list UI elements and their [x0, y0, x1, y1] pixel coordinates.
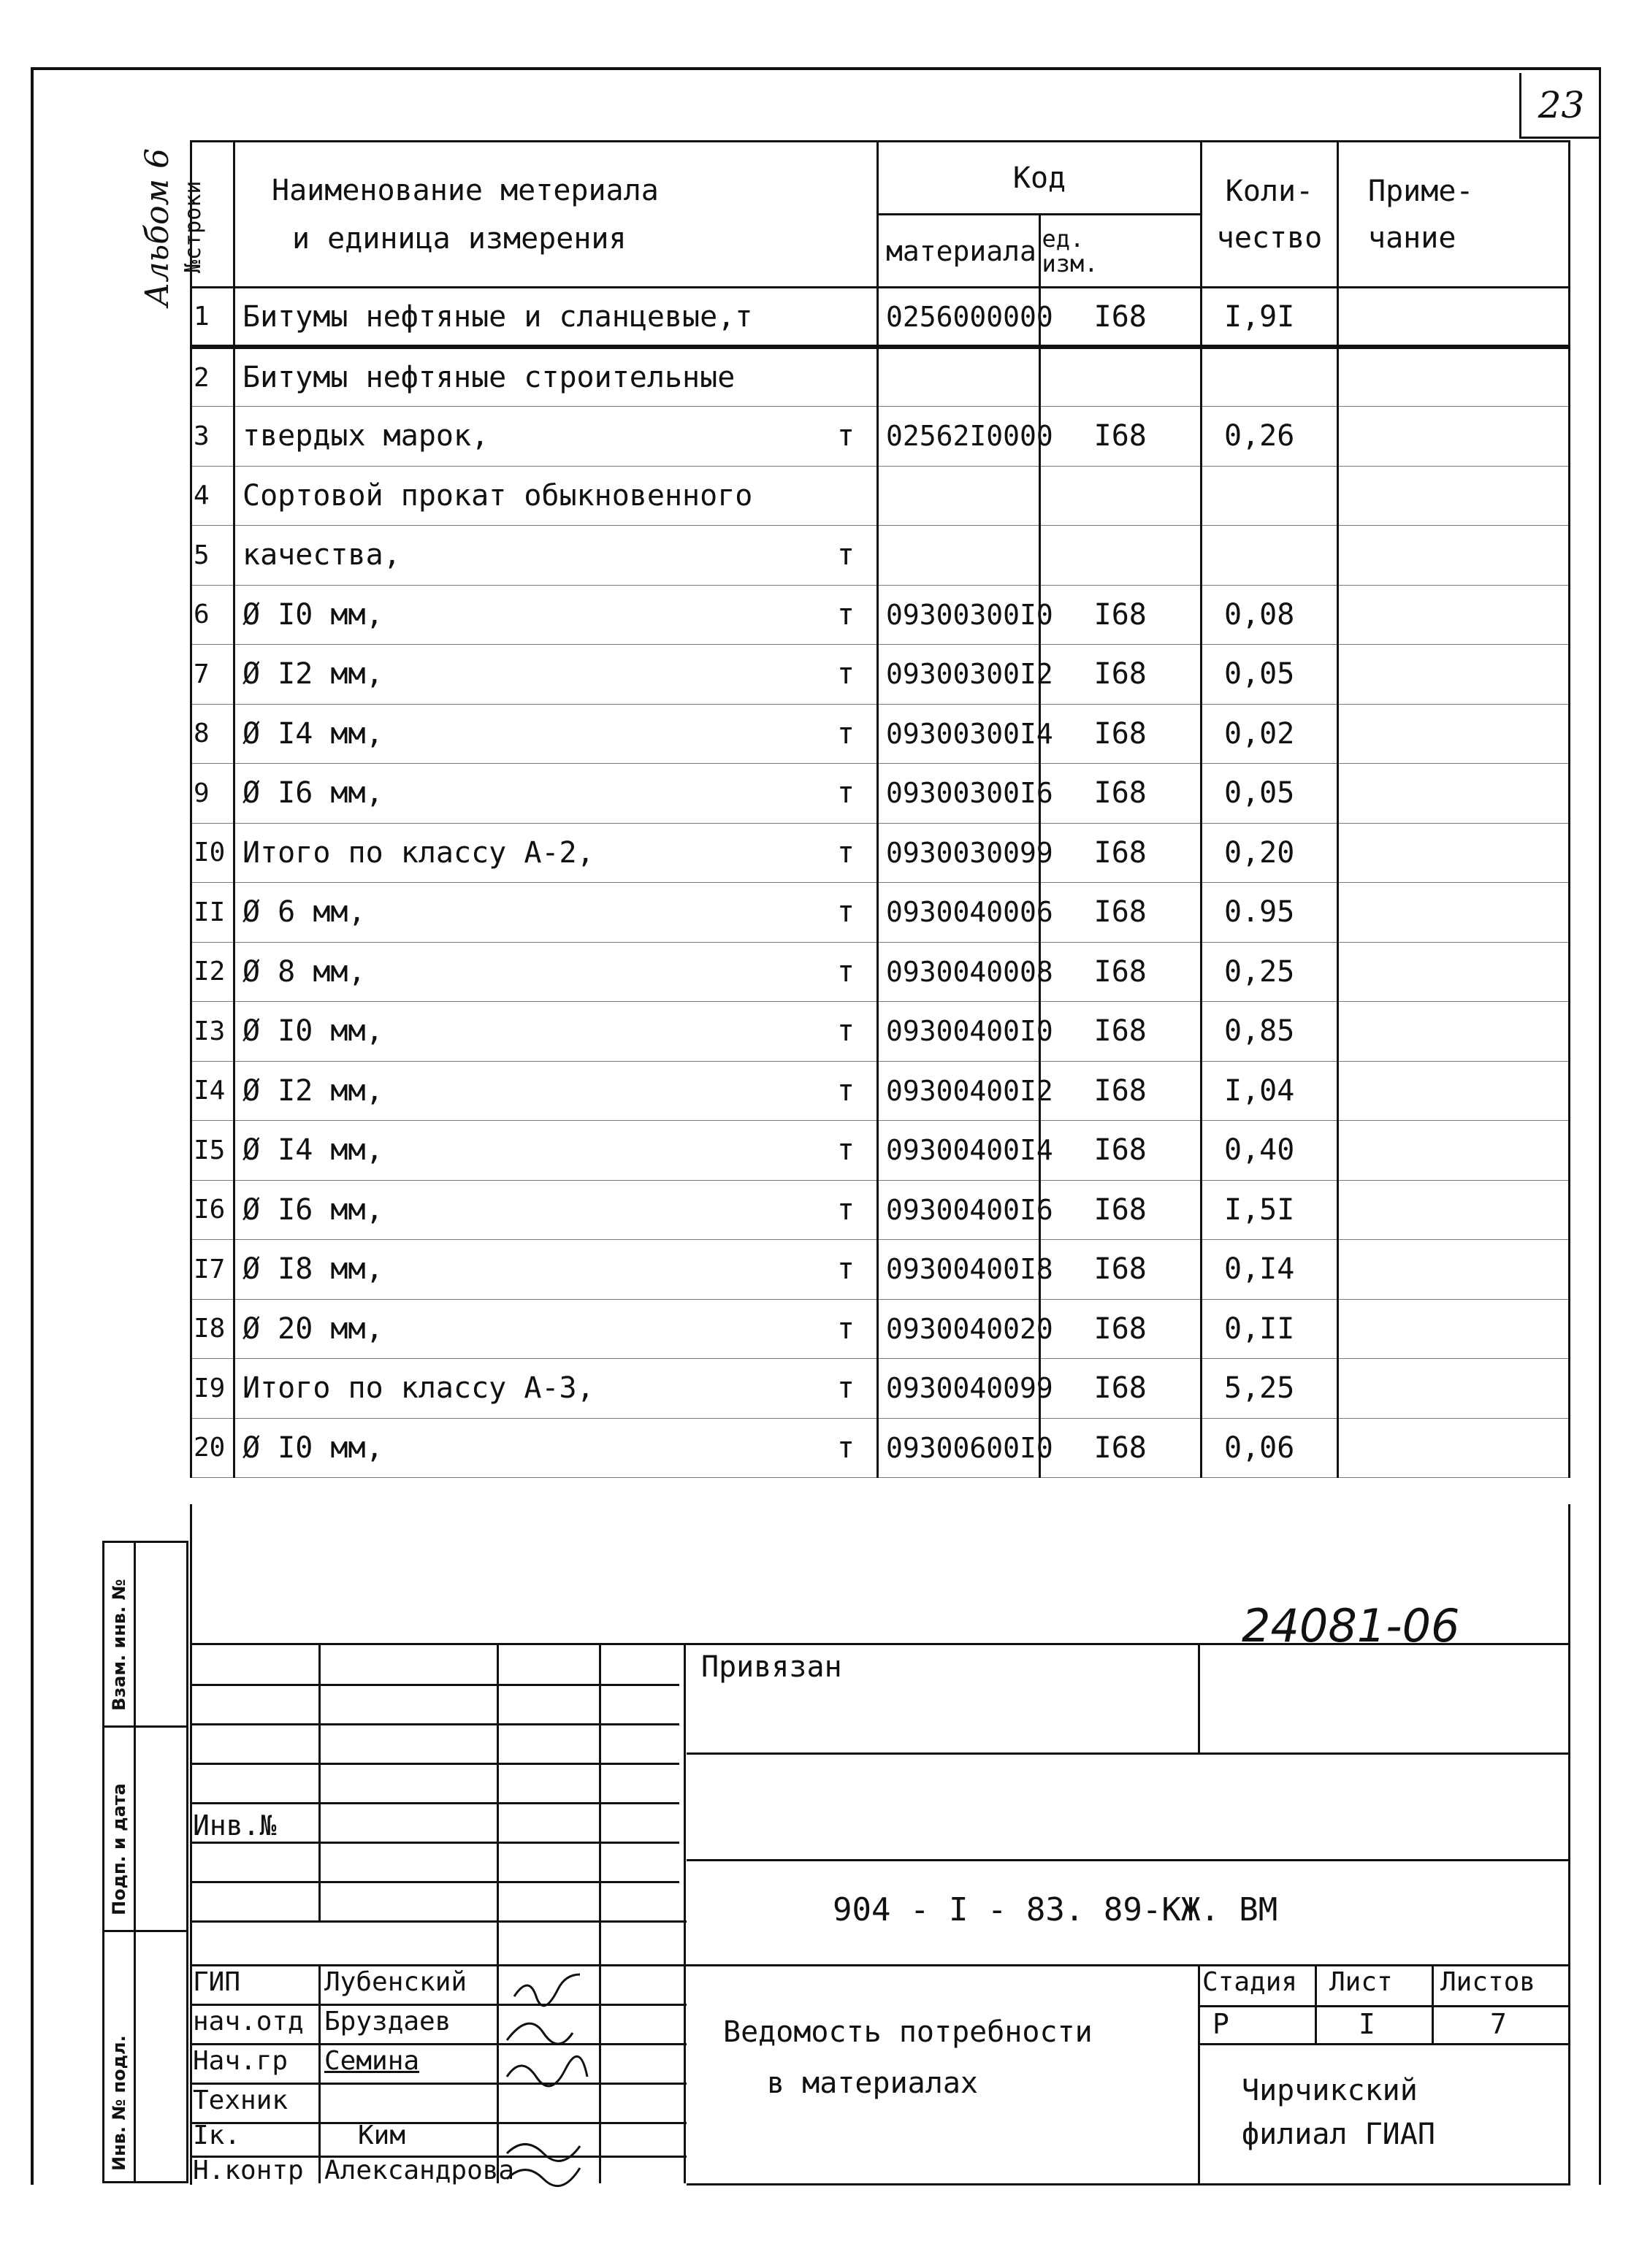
row-name: [234, 1002, 878, 1062]
row-qty: 0,I4: [1202, 1240, 1338, 1300]
row-code: 09300300I6: [878, 764, 1040, 824]
row-note: [1338, 347, 1570, 407]
row-number: 4: [191, 466, 234, 526]
row-note: [1338, 1240, 1570, 1300]
row-name-unit: т: [836, 835, 855, 870]
table-row: [191, 526, 1570, 586]
row-unit: I68: [1039, 1002, 1202, 1062]
org-line1: Чирчикский: [1242, 2074, 1418, 2107]
row-name-text: качества,: [242, 538, 401, 572]
header-note: Приме- чание: [1338, 142, 1570, 288]
row-unit: I68: [1039, 1359, 1202, 1419]
header-name: Наименование метериала и единица измерения: [234, 142, 878, 288]
row-unit: I68: [1039, 585, 1202, 645]
row-note: [1338, 704, 1570, 764]
header-code-material: материала: [878, 215, 1040, 288]
row-number: 8: [191, 704, 234, 764]
row-name-unit: т: [836, 657, 855, 691]
signature-3: [507, 2056, 587, 2086]
row-number: I7: [191, 1240, 234, 1300]
row-name: [234, 1359, 878, 1419]
row-note: [1338, 526, 1570, 586]
row-note: [1338, 1121, 1570, 1181]
page-number: 23: [1519, 73, 1601, 139]
row-name-text: Ø I2 мм,: [242, 1073, 383, 1108]
role-nach-otd: нач.отд: [193, 2007, 304, 2037]
row-name-text: Итого по классу А-3,: [242, 1371, 595, 1406]
row-name-unit: т: [836, 954, 855, 989]
row-code: 0930040020: [878, 1299, 1040, 1359]
row-name-text: Ø 20 мм,: [242, 1311, 383, 1346]
row-note: [1338, 288, 1570, 348]
row-name-unit: [855, 300, 869, 334]
row-qty: I,5I: [1202, 1180, 1338, 1240]
row-qty: 0,02: [1202, 704, 1338, 764]
table-row: [191, 1418, 1570, 1478]
row-unit: I68: [1039, 645, 1202, 705]
row-code: 0930030099: [878, 823, 1040, 883]
row-qty: 0,26: [1202, 407, 1338, 467]
row-qty: [1202, 347, 1338, 407]
stage-value: Р: [1212, 2008, 1229, 2040]
row-unit: [1039, 526, 1202, 586]
row-qty: 0,05: [1202, 764, 1338, 824]
row-number: I6: [191, 1180, 234, 1240]
signatures: [500, 1967, 595, 2179]
row-qty: [1202, 526, 1338, 586]
row-name-unit: т: [836, 776, 855, 811]
table-row: [191, 1061, 1570, 1121]
row-name: [234, 526, 878, 586]
row-name: [234, 1418, 878, 1478]
row-number: I5: [191, 1121, 234, 1181]
row-number: I3: [191, 1002, 234, 1062]
row-name-text: Ø I4 мм,: [242, 716, 383, 751]
table-row: [191, 1359, 1570, 1419]
stage-label: Стадия: [1202, 1967, 1298, 1997]
row-note: [1338, 1418, 1570, 1478]
row-qty: 0,06: [1202, 1418, 1338, 1478]
row-name-text: Битумы нефтяные строительные: [242, 361, 736, 394]
sheets-value: 7: [1490, 2008, 1507, 2040]
row-name-unit: т: [836, 538, 855, 572]
table-row: [191, 347, 1570, 407]
row-number: I9: [191, 1359, 234, 1419]
table-row: [191, 645, 1570, 705]
side-label-3: Инв. № подл.: [109, 2035, 129, 2171]
row-name-text: твердых марок,: [242, 419, 489, 453]
row-unit: I68: [1039, 942, 1202, 1002]
row-name-text: Ø I2 мм,: [242, 657, 383, 691]
table-row: [191, 407, 1570, 467]
row-name: [234, 645, 878, 705]
row-qty: 0,85: [1202, 1002, 1338, 1062]
row-qty: 0.95: [1202, 883, 1338, 943]
row-number: 2: [191, 347, 234, 407]
row-name: [234, 466, 878, 526]
row-name-text: Сортовой прокат обыкновенного: [242, 478, 753, 513]
row-name-unit: т: [836, 1371, 855, 1406]
table-row: [191, 823, 1570, 883]
sheet-value: I: [1359, 2008, 1375, 2040]
row-number: I4: [191, 1061, 234, 1121]
row-name-unit: т: [836, 1430, 855, 1465]
row-unit: I68: [1039, 823, 1202, 883]
row-code: 0256000000: [878, 288, 1040, 348]
table-row: [191, 1002, 1570, 1062]
table-row: [191, 764, 1570, 824]
header-code-unit: ед. изм.: [1039, 215, 1202, 288]
row-name: [234, 764, 878, 824]
row-number: 20: [191, 1418, 234, 1478]
row-name: [234, 823, 878, 883]
row-number: 3: [191, 407, 234, 467]
row-name-text: Итого по классу А-2,: [242, 835, 595, 870]
row-note: [1338, 1359, 1570, 1419]
row-name-unit: т: [836, 597, 855, 632]
row-number: 5: [191, 526, 234, 586]
side-label-1: Взам. инв. №: [109, 1579, 129, 1711]
table-row: [191, 585, 1570, 645]
header-qty: Коли- чество: [1202, 142, 1338, 288]
row-name-unit: т: [836, 419, 855, 453]
row-code: 02562I0000: [878, 407, 1040, 467]
row-name: [234, 883, 878, 943]
row-name: [234, 1061, 878, 1121]
row-name: [234, 1180, 878, 1240]
table-row: [191, 883, 1570, 943]
row-code: 09300400I2: [878, 1061, 1040, 1121]
inv-no-label: Инв.№: [193, 1809, 277, 1842]
row-name-unit: т: [836, 1073, 855, 1108]
row-number: 6: [191, 585, 234, 645]
row-number: I0: [191, 823, 234, 883]
row-note: [1338, 645, 1570, 705]
table-row: [191, 1121, 1570, 1181]
row-qty: [1202, 466, 1338, 526]
signature-5: [507, 2168, 580, 2186]
row-code: 0930040006: [878, 883, 1040, 943]
row-code: 0930040099: [878, 1359, 1040, 1419]
row-unit: I68: [1039, 1061, 1202, 1121]
row-name: [234, 1121, 878, 1181]
row-code: 09300300I0: [878, 585, 1040, 645]
row-unit: [1039, 466, 1202, 526]
role-nach-gr: Нач.гр: [193, 2046, 289, 2076]
row-note: [1338, 585, 1570, 645]
name-ik: Ким: [358, 2120, 406, 2150]
album-label: Альбом 6: [139, 148, 176, 307]
row-code: 09300300I4: [878, 704, 1040, 764]
table-row: [191, 942, 1570, 1002]
row-unit: I68: [1039, 288, 1202, 348]
row-note: [1338, 1002, 1570, 1062]
row-name-unit: т: [836, 895, 855, 930]
row-qty: 0,20: [1202, 823, 1338, 883]
privyazan-label: Привязан: [701, 1650, 842, 1684]
row-code: 09300400I4: [878, 1121, 1040, 1181]
row-name: [234, 1299, 878, 1359]
name-nach-otd: Бруздаев: [324, 2007, 451, 2037]
row-name-unit: т: [836, 716, 855, 751]
row-name-text: Ø I4 мм,: [242, 1133, 383, 1168]
row-name: [234, 407, 878, 467]
row-code: 0930040008: [878, 942, 1040, 1002]
row-name-text: Ø I0 мм,: [242, 1014, 383, 1049]
row-note: [1338, 1299, 1570, 1359]
row-note: [1338, 883, 1570, 943]
doc-number-handwritten: 24081-06: [1242, 1599, 1460, 1652]
row-code: 09300600I0: [878, 1418, 1040, 1478]
row-code: 09300400I0: [878, 1002, 1040, 1062]
row-note: [1338, 1180, 1570, 1240]
row-name-text: Ø I6 мм,: [242, 1192, 383, 1227]
row-number: 1: [191, 288, 234, 348]
row-note: [1338, 1061, 1570, 1121]
table-row: [191, 1240, 1570, 1300]
row-qty: 0,25: [1202, 942, 1338, 1002]
table-row: [191, 1299, 1570, 1359]
row-number: 7: [191, 645, 234, 705]
row-qty: I,9I: [1202, 288, 1338, 348]
title-block: [190, 1643, 1570, 2185]
row-name-text: Ø 6 мм,: [242, 895, 366, 930]
signature-4: [507, 2145, 580, 2161]
signature-2: [507, 2023, 573, 2044]
row-unit: I68: [1039, 883, 1202, 943]
row-qty: 0,08: [1202, 585, 1338, 645]
row-number: 9: [191, 764, 234, 824]
row-name: [234, 288, 878, 348]
row-unit: I68: [1039, 1418, 1202, 1478]
designation: 904 - I - 83. 89-КЖ. ВМ: [833, 1891, 1278, 1928]
row-name: [234, 704, 878, 764]
doc-title-line1: Ведомость потребности: [723, 2015, 1093, 2049]
row-note: [1338, 823, 1570, 883]
row-note: [1338, 942, 1570, 1002]
row-unit: I68: [1039, 1240, 1202, 1300]
sheet-label: Лист: [1329, 1967, 1393, 1997]
row-note: [1338, 466, 1570, 526]
role-tekhnik: Техник: [193, 2085, 289, 2115]
row-name-unit: т: [836, 1311, 855, 1346]
row-qty: 0,II: [1202, 1299, 1338, 1359]
side-stamp: [102, 1541, 188, 2183]
name-gip: Лубенский: [324, 1967, 467, 1997]
row-name-unit: т: [836, 1192, 855, 1227]
row-code: 09300300I2: [878, 645, 1040, 705]
row-name-text: Ø I0 мм,: [242, 1430, 383, 1465]
role-gip: ГИП: [193, 1967, 241, 1997]
row-name-text: Ø I0 мм,: [242, 597, 383, 632]
role-n-kontr: Н.контр: [193, 2156, 304, 2185]
row-name-unit: [855, 479, 869, 513]
table-row: [191, 1180, 1570, 1240]
row-code: 09300400I6: [878, 1180, 1040, 1240]
doc-title-line2: в материалах: [767, 2066, 978, 2100]
row-code: [878, 466, 1040, 526]
row-number: II: [191, 883, 234, 943]
row-name-text: Ø I6 мм,: [242, 776, 383, 811]
row-name-text: Ø I8 мм,: [242, 1252, 383, 1287]
row-qty: I,04: [1202, 1061, 1338, 1121]
row-qty: 0,40: [1202, 1121, 1338, 1181]
row-name: [234, 585, 878, 645]
row-name-unit: т: [836, 1252, 855, 1287]
row-name: [234, 1240, 878, 1300]
table-row: [191, 466, 1570, 526]
row-name: [234, 347, 878, 407]
header-row-no: №строки: [191, 142, 234, 288]
row-code: [878, 347, 1040, 407]
row-note: [1338, 407, 1570, 467]
row-name-text: Ø 8 мм,: [242, 954, 366, 989]
row-unit: I68: [1039, 1180, 1202, 1240]
header-code: Код: [878, 142, 1202, 215]
table-row: [191, 704, 1570, 764]
name-n-kontr: Александрова: [324, 2156, 515, 2185]
row-name-unit: т: [836, 1014, 855, 1049]
row-unit: I68: [1039, 407, 1202, 467]
name-nach-gr: Семина: [324, 2046, 420, 2076]
row-name-unit: [855, 361, 869, 394]
org-line2: филиал ГИАП: [1242, 2118, 1435, 2151]
row-name: [234, 942, 878, 1002]
row-unit: I68: [1039, 764, 1202, 824]
table-row: [191, 288, 1570, 348]
row-name-unit: т: [836, 1133, 855, 1168]
signature-1: [514, 1974, 580, 2006]
row-code: [878, 526, 1040, 586]
materials-table: [180, 140, 1570, 1478]
row-note: [1338, 764, 1570, 824]
sheets-label: Листов: [1440, 1967, 1536, 1997]
row-qty: 0,05: [1202, 645, 1338, 705]
row-number: I2: [191, 942, 234, 1002]
row-unit: [1039, 347, 1202, 407]
row-unit: I68: [1039, 704, 1202, 764]
row-name-text: Битумы нефтяные и сланцевые,т: [242, 299, 753, 334]
side-label-2: Подп. и дата: [109, 1783, 129, 1915]
role-ik: Iк.: [193, 2120, 241, 2150]
row-unit: I68: [1039, 1121, 1202, 1181]
row-qty: 5,25: [1202, 1359, 1338, 1419]
row-code: 09300400I8: [878, 1240, 1040, 1300]
row-unit: I68: [1039, 1299, 1202, 1359]
row-number: I8: [191, 1299, 234, 1359]
